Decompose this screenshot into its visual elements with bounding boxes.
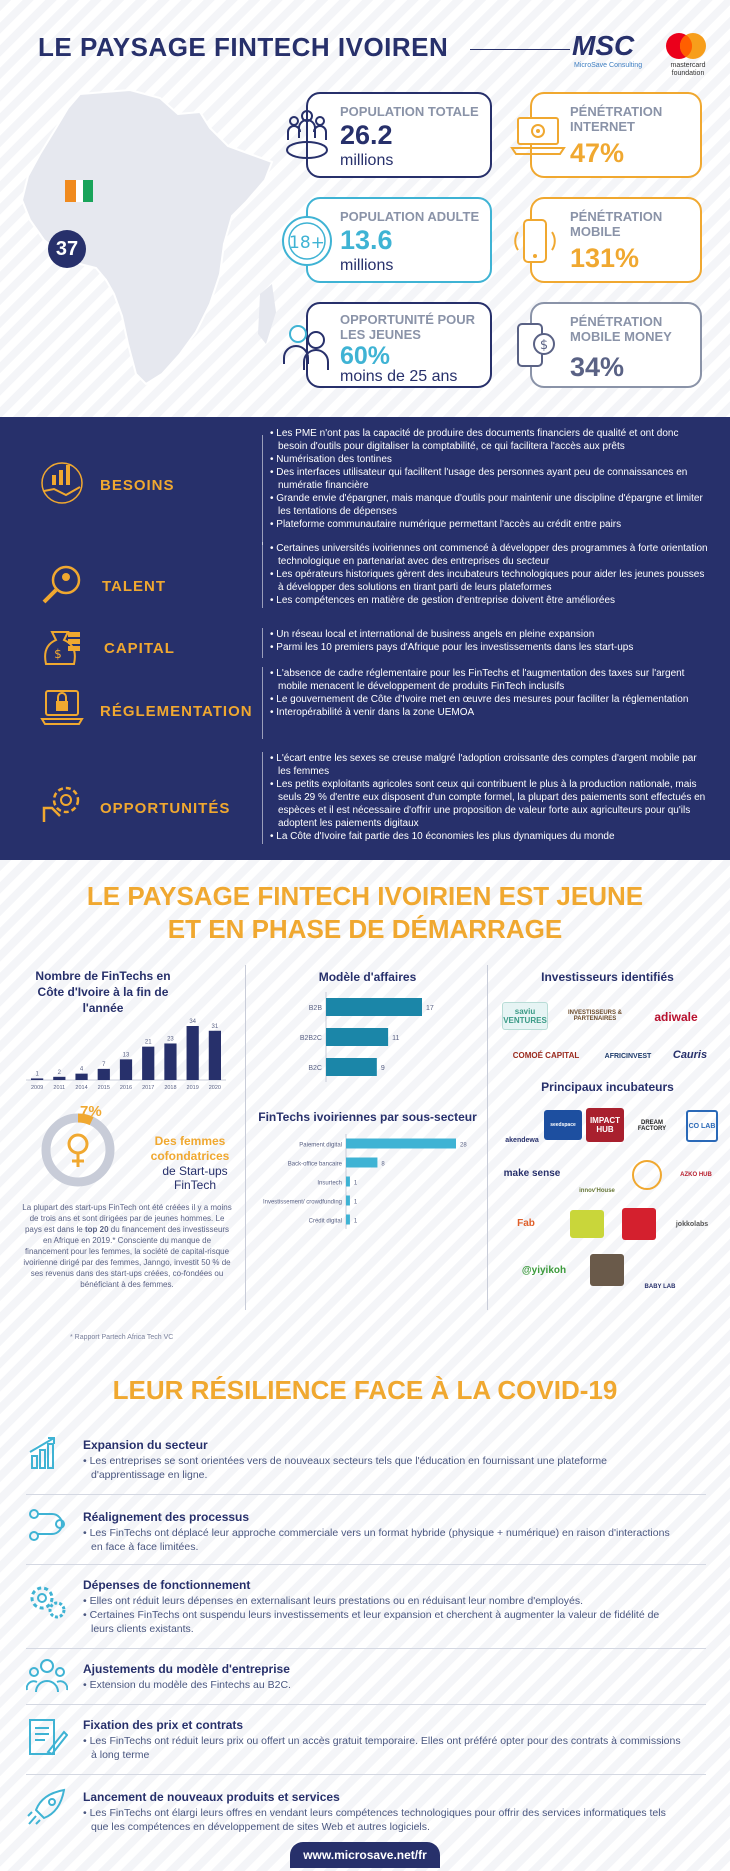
msc-logo-subtitle: MicroSave Consulting bbox=[574, 62, 643, 69]
subsector-title: FinTechs ivoiriennes par sous-secteur bbox=[258, 1110, 477, 1124]
women-title: Des femmes cofondatrices bbox=[150, 1134, 230, 1163]
bar-value-label: 8 bbox=[381, 1161, 385, 1168]
bar bbox=[164, 1043, 176, 1080]
row-divider bbox=[262, 752, 263, 844]
bar-value-label: 21 bbox=[144, 1039, 152, 1046]
lock-laptop-icon bbox=[40, 685, 84, 733]
section2-title-line1: LE PAYSAGE FINTECH IVOIRIEN EST JEUNE bbox=[86, 881, 644, 911]
x-tick-label: 2009 bbox=[30, 1085, 44, 1091]
stat-unit: millions bbox=[340, 152, 394, 169]
bar bbox=[346, 1215, 350, 1225]
resilience-bullets bbox=[83, 1594, 683, 1636]
x-tick-label: 2019 bbox=[186, 1085, 199, 1091]
stat-label: POPULATION ADULTE bbox=[340, 209, 480, 224]
incubator-logo-round bbox=[632, 1160, 662, 1190]
separator bbox=[26, 1704, 706, 1705]
row-bullets bbox=[270, 628, 710, 654]
row-capital bbox=[0, 624, 730, 664]
footnote: * Rapport Partech Africa Tech VC bbox=[70, 1334, 174, 1341]
row-divider bbox=[262, 667, 263, 739]
resilience-title: Réalignement des processus bbox=[83, 1510, 250, 1524]
bar bbox=[98, 1069, 110, 1080]
incubator-logo-akendewa: akendewa bbox=[505, 1137, 539, 1144]
stat-label: PÉNÉTRATION INTERNET bbox=[570, 104, 663, 134]
stat-value: 60% bbox=[340, 342, 391, 370]
female-icon-cross bbox=[72, 1153, 84, 1167]
stat-unit: moins de 25 ans bbox=[340, 368, 458, 385]
category-label: B2B bbox=[308, 1005, 322, 1012]
mobile-money-icon bbox=[512, 318, 558, 372]
incubator-logo-azko-hub: AZKO HUB bbox=[680, 1172, 712, 1178]
women-text-a: La plupart des start-ups FinTech ont été créées il y a moins de trois ans et sont dirigées par de jeunes hommes. Le pays est dans le bbox=[22, 1203, 232, 1234]
x-tick-label: 2016 bbox=[119, 1085, 133, 1091]
bullet: • Des interfaces utilisateur qui facilitent l'usage des personnes ayant peu de connaissances en numératie financière bbox=[270, 466, 710, 492]
bullet: • Les PME n'ont pas la capacité de produire des documents financiers de qualité et ont donc besoin d'outils pour digitaliser la comptabilité, ce qui facilitera l'accès aux prêts bbox=[270, 427, 710, 453]
incubator-logo-innov-house: innov'House bbox=[579, 1188, 615, 1194]
incubator-logo-impact-hub: IMPACT HUB bbox=[586, 1108, 624, 1142]
bullet: • L'écart entre les sexes se creuse malgré l'adoption croissante des comptes d'argent mobile par les femmes bbox=[270, 752, 710, 778]
bullet: • Un réseau local et international de business angels en pleine expansion bbox=[270, 628, 710, 641]
bar-value-label: 28 bbox=[460, 1142, 467, 1149]
contract-icon bbox=[26, 1716, 68, 1758]
ecosystem-band bbox=[0, 417, 730, 860]
women-subtitle: de Start-ups FinTech bbox=[162, 1164, 228, 1192]
incubators-title: Principaux incubateurs bbox=[541, 1080, 674, 1094]
gears-icon bbox=[26, 1580, 68, 1622]
investor-logo-cauris: Cauris bbox=[672, 1049, 708, 1061]
category-label: B2B2C bbox=[299, 1035, 322, 1042]
bar bbox=[142, 1047, 154, 1080]
investor-logo-comoe: COMOÉ CAPITAL bbox=[512, 1050, 580, 1060]
incubator-logo-make-sense: make sense bbox=[503, 1167, 561, 1179]
bullet: • Les opérateurs historiques gèrent des incubateurs technologiques pour aider les jeunes pousses à développer des solutions en tirant parti de leurs plateformes bbox=[270, 568, 710, 594]
stat-value: 131% bbox=[570, 243, 640, 273]
stat-card-youth bbox=[306, 302, 492, 388]
age-18-text: 18+ bbox=[289, 233, 325, 253]
bar-value-label: 34 bbox=[189, 1019, 197, 1025]
row-bullets bbox=[270, 427, 710, 531]
bar bbox=[326, 1028, 388, 1046]
section3-title: LEUR RÉSILIENCE FACE À LA COVID-19 bbox=[112, 1375, 618, 1405]
website-link[interactable]: www.microsave.net/fr bbox=[290, 1842, 440, 1868]
page-title: LE PAYSAGE FINTECH IVOIREN bbox=[38, 32, 449, 62]
incubator-logo-brown bbox=[590, 1254, 624, 1286]
bar-value-label: 9 bbox=[380, 1065, 385, 1072]
stat-value: 13.6 bbox=[340, 225, 393, 255]
gear-touch-icon bbox=[40, 780, 86, 826]
bullet: • Interopérabilité à venir dans la zone UEMOA bbox=[270, 706, 710, 719]
bullet: • Les compétences en matière de gestion d'entreprise doivent être améliorées bbox=[270, 594, 710, 607]
bar bbox=[120, 1059, 132, 1080]
stat-value: 47% bbox=[570, 138, 625, 168]
bar bbox=[187, 1026, 199, 1080]
row-title: BESOINS bbox=[100, 477, 175, 494]
row-title: CAPITAL bbox=[104, 640, 175, 657]
stat-value: 34% bbox=[570, 352, 625, 382]
bullet: • La Côte d'Ivoire fait partie des 10 économies les plus dynamiques du monde bbox=[270, 830, 710, 843]
category-label: Back-office bancaire bbox=[287, 1161, 342, 1168]
resilience-title: Expansion du secteur bbox=[83, 1438, 208, 1452]
business-model-chart bbox=[258, 992, 478, 1088]
bullet: • Certaines universités ivoiriennes ont commencé à développer des programmes à forte orientation technologique en partenariat avec des entreprises du secteur bbox=[270, 542, 710, 568]
mastercard-foundation-text: mastercard foundation bbox=[670, 62, 706, 77]
bar-value-label: 4 bbox=[79, 1066, 84, 1073]
women-text-b: du financement des investisseurs en Afrique en 2019.* Consciente du manque de financement pour les femmes, la société de capital-risque ivoirienne dirigé par des femmes, Janngo, investit 50 % de ses revenus dans des start-ups créées, co-fondées ou bénéficiant à des femmes. bbox=[23, 1225, 231, 1289]
resilience-title: Dépenses de fonctionnement bbox=[83, 1578, 251, 1592]
business-model-title: Modèle d'affaires bbox=[318, 970, 417, 984]
row-title: OPPORTUNITÉS bbox=[100, 800, 231, 817]
magnifier-person-icon bbox=[40, 562, 84, 606]
category-label: Insurtech bbox=[317, 1180, 342, 1187]
x-tick-label: 2018 bbox=[164, 1085, 177, 1091]
x-tick-label: 2020 bbox=[208, 1085, 222, 1091]
resilience-bullets bbox=[83, 1734, 683, 1762]
investor-logo-adiwale: adiwale bbox=[654, 1010, 698, 1024]
stat-card-population bbox=[306, 92, 492, 178]
row-reglementation bbox=[0, 667, 730, 747]
row-bullets bbox=[270, 542, 710, 607]
stat-label: POPULATION TOTALE bbox=[340, 104, 479, 119]
women-donut-chart bbox=[38, 1110, 118, 1190]
bullet: • Extension du modèle des Fintechs au B2C. bbox=[83, 1678, 683, 1692]
resilience-title: Fixation des prix et contrats bbox=[83, 1718, 244, 1732]
stat-value: 26.2 bbox=[340, 120, 393, 150]
incubator-logo-fab: Fab bbox=[517, 1217, 535, 1229]
section2-title-line2: ET EN PHASE DE DÉMARRAGE bbox=[167, 914, 563, 944]
row-bullets bbox=[270, 752, 710, 843]
bar bbox=[346, 1196, 350, 1206]
x-tick-label: 2011 bbox=[53, 1085, 66, 1091]
laptop-gear-icon bbox=[510, 110, 566, 160]
row-talent bbox=[0, 542, 730, 622]
women-paragraph bbox=[22, 1202, 232, 1290]
bar-value-label: 31 bbox=[211, 1023, 219, 1030]
bullet: • Elles ont réduit leurs dépenses en externalisant leurs prestations ou en réduisant leur nombre d'employés. bbox=[83, 1594, 683, 1608]
column-divider bbox=[245, 965, 246, 1310]
bullet: • Les FinTechs ont réduit leurs prix ou offert un accès gratuit temporaire. Elles ont préféré opter pour des contrats à commissions à long terme bbox=[83, 1734, 683, 1762]
bullet: • Les entreprises se sont orientées vers de nouveaux secteurs tels que l'éducation en fournissant une plateforme d'apprentissage en ligne. bbox=[83, 1454, 683, 1482]
population-icon bbox=[282, 108, 332, 160]
bar-value-label: 7 bbox=[102, 1061, 106, 1068]
bar-value-label: 1 bbox=[353, 1218, 358, 1225]
fintech-count-title: Nombre de FinTechs en Côte d'Ivoire à la fin de l'année bbox=[35, 969, 171, 1015]
resilience-title: Ajustements du modèle d'entreprise bbox=[83, 1662, 290, 1676]
money-bag-icon bbox=[40, 624, 84, 668]
resilience-bullets bbox=[83, 1526, 683, 1554]
row-bullets bbox=[270, 667, 710, 719]
incubator-logo-seedspace: seedspace bbox=[544, 1110, 582, 1140]
incubator-logo-green bbox=[570, 1210, 604, 1238]
category-label: B2C bbox=[308, 1065, 322, 1072]
incubator-logo-red bbox=[622, 1208, 656, 1240]
bullet: • Parmi les 10 premiers pays d'Afrique pour les investissements dans les start-ups bbox=[270, 641, 710, 654]
bar bbox=[346, 1139, 456, 1149]
subsector-chart bbox=[250, 1134, 478, 1234]
bar bbox=[326, 998, 422, 1016]
bar bbox=[31, 1078, 43, 1080]
bar bbox=[53, 1077, 65, 1080]
team-icon bbox=[26, 1656, 68, 1696]
investor-logo-africinvest: AFRICINVEST bbox=[604, 1052, 652, 1060]
category-label: Paiement digital bbox=[299, 1142, 342, 1149]
women-percent: 7% bbox=[80, 1103, 102, 1120]
bar-value-label: 2 bbox=[57, 1069, 62, 1076]
resilience-bullets bbox=[83, 1454, 683, 1482]
age-18-plus-icon bbox=[280, 214, 334, 268]
bar bbox=[75, 1074, 87, 1080]
incubator-logo-dream-factory: DREAM FACTORY bbox=[637, 1120, 667, 1132]
map-badge: 37 bbox=[48, 230, 86, 268]
bullet: • Les FinTechs ont élargi leurs offres en vendant leurs compétences technologiques pour offrir des services informatiques tels que les compétences en développement de sites Web et autres logiciels. bbox=[83, 1806, 683, 1834]
bar bbox=[326, 1058, 377, 1076]
bar-value-label: 23 bbox=[167, 1036, 174, 1043]
bar bbox=[209, 1031, 221, 1080]
incubator-logo-baby-lab: BABY LAB bbox=[644, 1284, 676, 1290]
investor-logo-ip: INVESTISSEURS & PARTENAIRES bbox=[567, 1010, 622, 1022]
resilience-bullets bbox=[83, 1678, 683, 1692]
separator bbox=[26, 1494, 706, 1495]
separator bbox=[26, 1564, 706, 1565]
women-text-bold: top 20 bbox=[84, 1225, 109, 1234]
bullet: • Plateforme communautaire numérique permettant l'accès au crédit entre pairs bbox=[270, 518, 710, 531]
young-people-icon bbox=[282, 318, 332, 372]
stat-label: OPPORTUNITÉ POUR LES JEUNES bbox=[340, 312, 476, 342]
x-tick-label: 2017 bbox=[142, 1085, 155, 1091]
bullet: • L'absence de cadre réglementaire pour les FinTechs et l'augmentation des taxes sur l'argent mobile menacent le développement de produits FinTech inclusifs bbox=[270, 667, 710, 693]
msc-logo: MSC bbox=[572, 30, 635, 61]
bar-value-label: 17 bbox=[426, 1005, 434, 1012]
bar-value-label: 11 bbox=[392, 1035, 400, 1042]
row-divider bbox=[262, 435, 263, 545]
bullet: • Les FinTechs ont déplacé leur approche commerciale vers un format hybride (physique + numérique) en raison d'interactions en face à face limitées. bbox=[83, 1526, 683, 1554]
bullet: • Les petits exploitants agricoles sont ceux qui contribuent le plus à la production nationale, mais seuls 29 % d'entre eux disposent d'un compte formel, la plupart des paiements sont effectués en espèces et il est nécessaire d'offrir une proposition de valeur forte aux agriculteurs pour qu'ils adoptent les paiements digitaux bbox=[270, 778, 710, 830]
fintech-count-chart bbox=[26, 1010, 226, 1095]
bar-value-label: 1 bbox=[353, 1199, 358, 1206]
row-divider bbox=[262, 628, 263, 658]
resilience-title: Lancement de nouveaux produits et services bbox=[83, 1790, 340, 1804]
x-tick-label: 2015 bbox=[97, 1085, 110, 1091]
hand-growth-icon bbox=[40, 461, 84, 505]
bullet: • Le gouvernement de Côte d'Ivoire met en œuvre des mesures pour faciliter la réglementation bbox=[270, 693, 710, 706]
incubator-logo-ayiyikoh: @yiyikoh bbox=[521, 1264, 567, 1276]
female-icon bbox=[69, 1135, 87, 1153]
stat-label: PÉNÉTRATION MOBILE bbox=[570, 209, 663, 239]
growth-chart-icon bbox=[26, 1432, 68, 1474]
svg-text:$: $ bbox=[539, 338, 549, 353]
category-label: Crédit digital bbox=[308, 1218, 342, 1225]
rocket-icon bbox=[26, 1786, 68, 1828]
svg-text:$: $ bbox=[54, 647, 62, 661]
bar-value-label: 1 bbox=[353, 1180, 358, 1187]
bar-value-label: 13 bbox=[122, 1052, 130, 1059]
row-title: RÉGLEMENTATION bbox=[100, 703, 253, 720]
stat-unit: millions bbox=[340, 257, 394, 274]
separator bbox=[26, 1774, 706, 1775]
bar bbox=[346, 1177, 350, 1187]
category-label: Investissement/ crowdfunding bbox=[262, 1199, 342, 1206]
bullet: • Numérisation des tontines bbox=[270, 453, 710, 466]
row-besoins bbox=[0, 427, 730, 530]
process-flow-icon bbox=[26, 1504, 68, 1546]
investors-title: Investisseurs identifiés bbox=[541, 970, 674, 984]
x-tick-label: 2014 bbox=[75, 1085, 88, 1091]
resilience-bullets bbox=[83, 1806, 683, 1834]
incubator-logo-jokkolabs: jokkolabs bbox=[675, 1220, 709, 1228]
bar bbox=[346, 1158, 377, 1168]
bar-value-label: 1 bbox=[35, 1071, 39, 1078]
title-rule bbox=[470, 49, 570, 50]
section2-title bbox=[0, 880, 730, 946]
stat-label: PÉNÉTRATION MOBILE MONEY bbox=[570, 314, 672, 344]
row-opportunites bbox=[0, 752, 730, 852]
row-divider bbox=[262, 542, 263, 608]
bullet: • Grande envie d'épargner, mais manque d'outils pour maintenir une discipline d'épargne et limiter les tentations de dépenses bbox=[270, 492, 710, 518]
bullet: • Certaines FinTechs ont suspendu leurs investissements et leur expansion et cherchent à augmenter la valeur de fidélité de leurs clients existants. bbox=[83, 1608, 683, 1636]
investor-logo-saviu: saviu VENTURES bbox=[502, 1002, 548, 1030]
separator bbox=[26, 1648, 706, 1649]
column-divider bbox=[487, 965, 488, 1310]
mobile-phone-icon bbox=[512, 214, 558, 268]
incubator-logo-colab: CO LAB bbox=[686, 1110, 718, 1142]
row-title: TALENT bbox=[102, 578, 167, 595]
